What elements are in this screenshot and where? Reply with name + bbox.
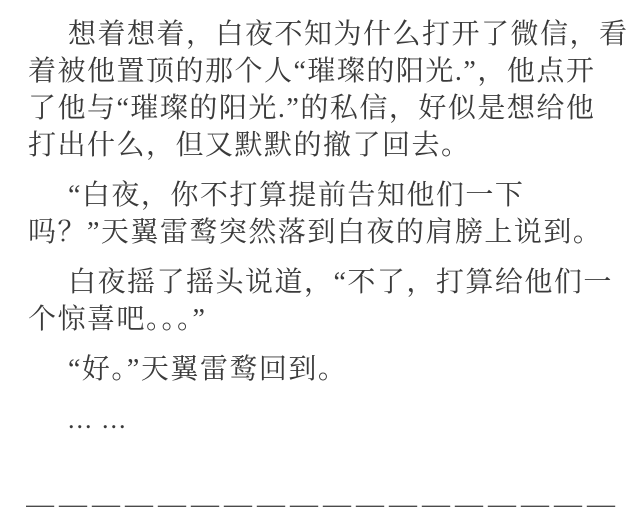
text-line: “好。”天翼雷鹜回到。 — [68, 354, 348, 385]
paragraph — [28, 351, 626, 388]
text-line: 了他与“璀璨的阳光.”的私信，好似是想给他 — [28, 93, 596, 124]
ellipsis-paragraph — [28, 401, 626, 438]
dashed-divider: —————————————————— — [26, 489, 620, 520]
paragraph — [28, 177, 626, 251]
text-line: 着被他置顶的那个人“璀璨的阳光.”，他点开 — [28, 56, 596, 87]
text-line: “白夜，你不打算提前告知他们一下 — [68, 180, 525, 211]
novel-text-area — [28, 16, 629, 438]
paragraph — [28, 16, 629, 164]
text-line: 想着想着，白夜不知为什么打开了微信，看 — [68, 19, 629, 50]
text-line: 白夜摇了摇头说道，“不了，打算给他们一 — [68, 267, 613, 298]
text-line: 打出什么，但又默默的撤了回去。 — [28, 130, 471, 161]
paragraph — [28, 264, 626, 338]
text-line: 个惊喜吧。。。” — [28, 304, 207, 335]
text-line: 吗？”天翼雷鹜突然落到白夜的肩膀上说到。 — [28, 217, 603, 248]
text-line: ... ... — [68, 405, 128, 434]
